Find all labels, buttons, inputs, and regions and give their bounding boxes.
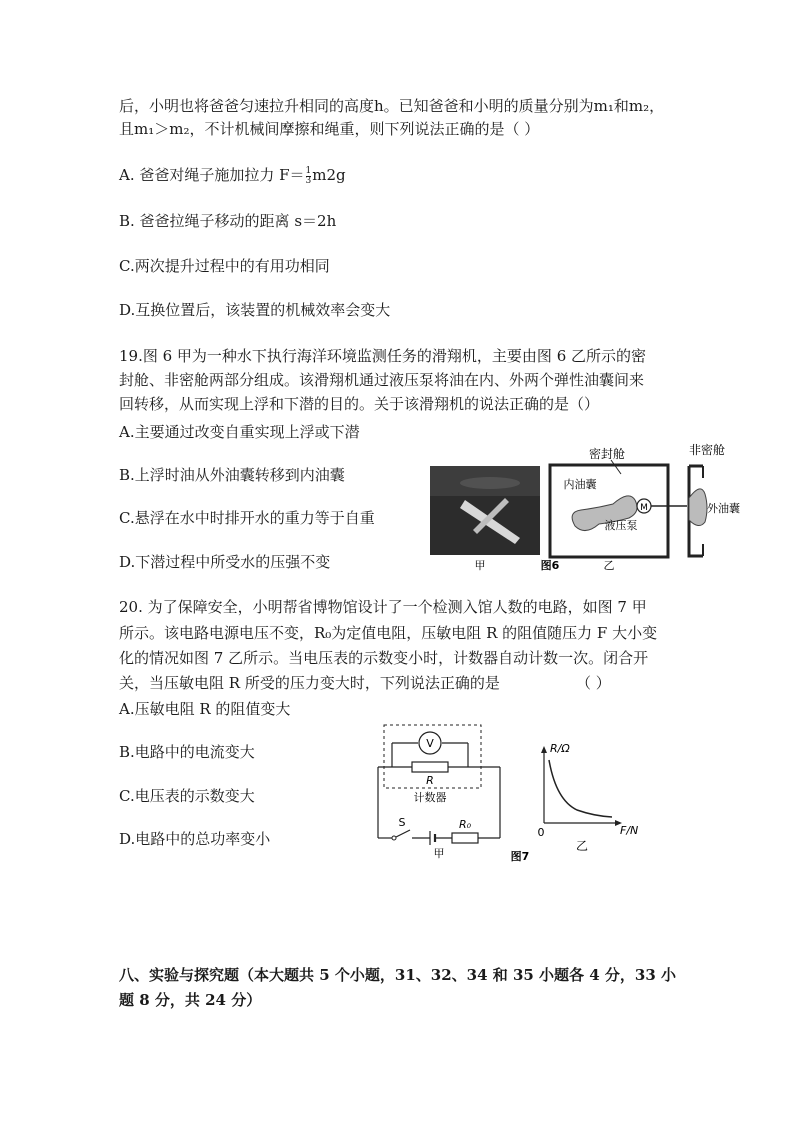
switch-label: S — [398, 816, 406, 829]
resistor-r0 — [452, 833, 478, 843]
q18-option-a-text: A. 爸爸对绳子施加拉力 F＝ — [119, 166, 305, 184]
graph-origin: 0 — [537, 826, 545, 839]
q20-option-d: D.电路中的总功率变小 — [119, 830, 271, 848]
fig7-label-jia: 甲 — [433, 847, 445, 860]
q20-option-a: A.压敏电阻 R 的阻值变大 — [119, 700, 291, 718]
figure-7 — [372, 720, 652, 870]
unsealed-cabin-label: 非密舱 — [688, 443, 726, 457]
section-8-heading-line1: 八、实验与探究题（本大题共 5 个小题，31、32、34 和 35 小题各 4 分，33 小 — [119, 966, 677, 984]
pump-label: 液压泵 — [604, 519, 638, 532]
graph-y-label: R/Ω — [550, 742, 570, 755]
fraction-denominator: 3 — [305, 175, 312, 186]
q20-line3: 化的情况如图 7 乙所示。当电压表的示数变小时，计数器自动计数一次。闭合开 — [119, 649, 649, 667]
q19-option-d: D.下潜过程中所受水的压强不变 — [119, 553, 331, 571]
resistor-r0-label: R₀ — [458, 818, 472, 831]
q18-line2: 且m₁＞m₂，不计机械间摩擦和绳重，则下列说法正确的是（ ） — [119, 120, 540, 138]
graph-curve — [549, 760, 612, 817]
resistor-r — [412, 762, 448, 772]
figure-6 — [425, 438, 740, 574]
q19-line2: 封舱、非密舱两部分组成。该滑翔机通过液压泵将油在内、外两个弹性油囊间来 — [119, 371, 645, 389]
q19-option-a: A.主要通过改变自重实现上浮或下潜 — [119, 423, 360, 441]
motor-label: M — [640, 503, 648, 513]
outer-bladder — [689, 489, 707, 526]
switch — [392, 836, 396, 840]
fraction-numerator: 1 — [305, 165, 312, 176]
section-8-heading-line2: 题 8 分，共 24 分） — [119, 991, 262, 1009]
fig6-label-yi: 乙 — [603, 559, 615, 572]
q18-option-b: B. 爸爸拉绳子移动的距离 s＝2h — [119, 212, 337, 230]
q20-option-b: B.电路中的电流变大 — [119, 743, 255, 761]
q18-option-a-tail: m2g — [312, 166, 346, 184]
resistor-r-label: R — [426, 774, 434, 787]
sealed-cabin-label: 密封舱 — [588, 447, 626, 461]
graph-label-yi: 乙 — [575, 839, 589, 853]
q19-option-b: B.上浮时油从外油囊转移到内油囊 — [119, 466, 345, 484]
q20-answer-paren: （ ） — [576, 674, 611, 692]
q20-option-c: C.电压表的示数变大 — [119, 787, 255, 805]
q18-line1: 后，小明也将爸爸匀速拉升相同的高度h。已知爸爸和小明的质量分别为m₁和m₂， — [119, 97, 665, 115]
q19-line3: 回转移，从而实现上浮和下潜的目的。关于该滑翔机的说法正确的是（） — [119, 395, 600, 413]
q19-option-c: C.悬浮在水中时排开水的重力等于自重 — [119, 509, 375, 527]
q20-line4: 关，当压敏电阻 R 所受的压力变大时，下列说法正确的是 — [119, 674, 500, 692]
q20-line2: 所示。该电路电源电压不变，R₀为定值电阻，压敏电阻 R 的阻值随压力 F 大小变 — [119, 624, 658, 642]
fraction — [306, 167, 312, 186]
inner-bladder-label: 内油囊 — [563, 478, 597, 491]
q18-option-d: D.互换位置后，该装置的机械效率会变大 — [119, 301, 391, 319]
counter-label: 计数器 — [413, 791, 447, 804]
q20-line1: 20. 为了保障安全，小明帮省博物馆设计了一个检测入馆人数的电路，如图 7 甲 — [119, 598, 647, 616]
fig6-caption: 图6 — [540, 559, 560, 572]
q18-option-a — [119, 166, 346, 186]
fig6-label-jia: 甲 — [474, 559, 486, 572]
fig7-caption: 图7 — [510, 850, 530, 863]
q18-option-c: C.两次提升过程中的有用功相同 — [119, 257, 330, 275]
glider-photo — [430, 466, 540, 555]
graph-x-label: F/N — [620, 824, 639, 837]
outer-bladder-label: 外油囊 — [707, 502, 740, 515]
voltmeter-label: V — [426, 737, 434, 750]
q19-line1: 19.图 6 甲为一种水下执行海洋环境监测任务的滑翔机，主要由图 6 乙所示的密 — [119, 347, 647, 365]
